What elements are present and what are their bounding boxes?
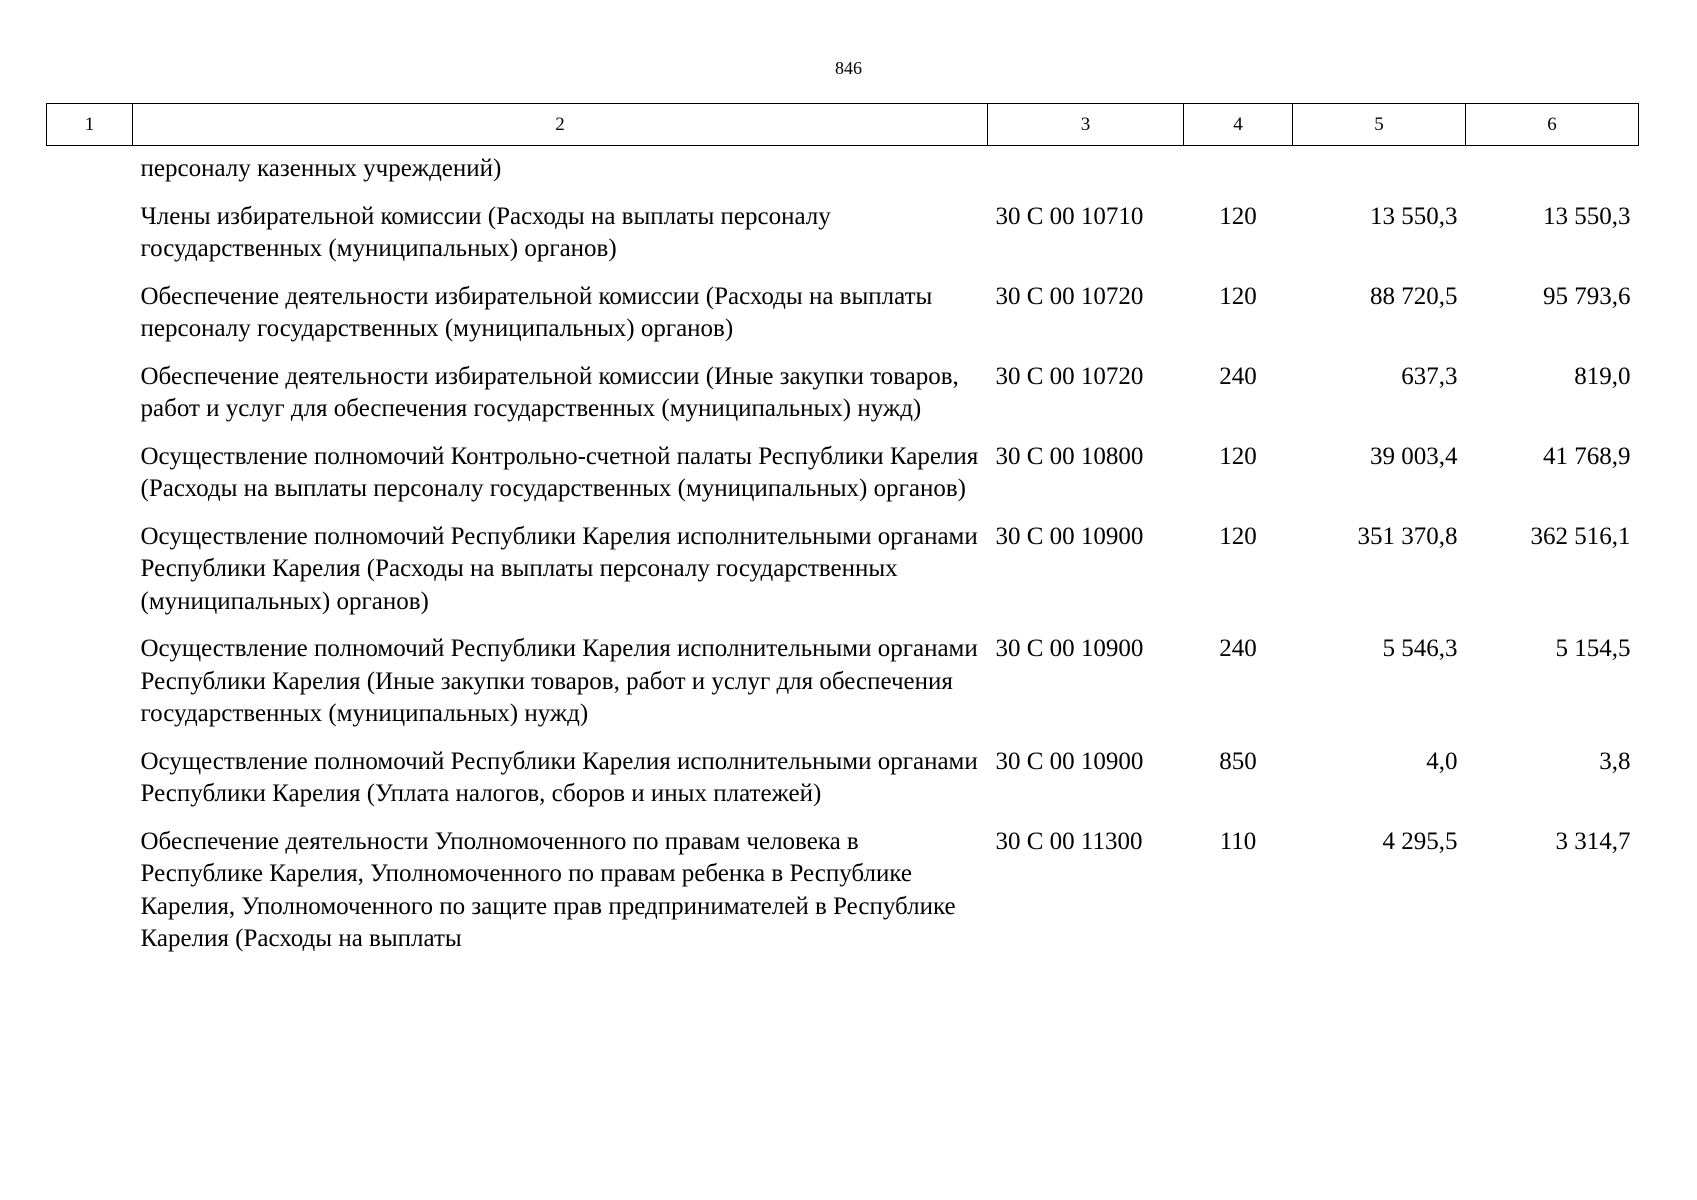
- column-header-4: 4: [1184, 104, 1293, 146]
- expense-name: Осуществление полномочий Контрольно-счетной палаты Республики Карелия (Расходы на выплаты персоналу государственных (муниципальных) органов): [140, 442, 979, 502]
- amount-col5: 4,0: [1426, 747, 1458, 775]
- empty-cell: [47, 731, 133, 811]
- page-number: 846: [835, 58, 862, 78]
- table-body: [47, 146, 1639, 956]
- empty-cell: [47, 426, 133, 506]
- expense-name: Осуществление полномочий Республики Карелия исполнительными органами Республики Карелия (Уплата налогов, сборов и иных платежей): [140, 747, 978, 807]
- target-code: 30 С 00 11300: [995, 827, 1143, 855]
- target-code: 30 С 00 10710: [995, 202, 1144, 230]
- table-row: [47, 811, 1639, 956]
- amount-col5: 351 370,8: [1357, 522, 1458, 550]
- target-code: 30 С 00 10900: [995, 747, 1144, 775]
- target-code: 30 С 00 10800: [995, 442, 1144, 470]
- amount-col5: 5 546,3: [1382, 635, 1458, 662]
- budget-table: [46, 103, 1639, 956]
- continuation-row: [47, 146, 1639, 186]
- expense-type: 850: [1219, 747, 1257, 775]
- amount-col5: 88 720,5: [1370, 282, 1458, 310]
- empty-cell: [988, 146, 1184, 186]
- amount-col6: 362 516,1: [1530, 522, 1631, 550]
- expense-type: 120: [1219, 202, 1257, 230]
- expense-type: 240: [1219, 635, 1257, 662]
- expense-name: Члены избирательной комиссии (Расходы на выплаты персоналу государственных (муниципальных) органов): [140, 202, 831, 262]
- table-row: [47, 266, 1639, 346]
- expense-type: 120: [1219, 522, 1257, 550]
- target-code: 30 С 00 10720: [995, 362, 1144, 390]
- empty-cell: [1293, 146, 1466, 186]
- empty-cell: [47, 266, 133, 346]
- expense-name: Осуществление полномочий Республики Карелия исполнительными органами Республики Карелия (Расходы на выплаты персоналу государственных (муниципальных) органов): [140, 522, 978, 615]
- table-row: [47, 731, 1639, 811]
- amount-col5: 637,3: [1401, 362, 1458, 390]
- expense-type: 120: [1219, 282, 1257, 310]
- amount-col6: 95 793,6: [1543, 282, 1631, 310]
- empty-cell: [47, 506, 133, 619]
- empty-cell: [47, 346, 133, 426]
- expense-type: 120: [1219, 442, 1257, 470]
- empty-cell: [47, 186, 133, 266]
- expense-name: Обеспечение деятельности избирательной комиссии (Иные закупки товаров, работ и услуг для обеспечения государственных (муниципальных) нужд): [140, 362, 959, 422]
- table-row: [47, 426, 1639, 506]
- column-header-6: 6: [1466, 104, 1639, 146]
- amount-col6: 5 154,5: [1555, 635, 1631, 662]
- expense-name: Обеспечение деятельности Уполномоченного по правам человека в Республике Карелия, Уполномоченного по правам ребенка в Республике Карелия, Уполномоченного по защите прав предпринимателей в Республике Карелия (Расходы на выплаты: [140, 827, 956, 952]
- table-row: [47, 346, 1639, 426]
- target-code: 30 С 00 10720: [995, 282, 1144, 310]
- expense-name: Осуществление полномочий Республики Карелия исполнительными органами Республики Карелия (Иные закупки товаров, работ и услуг для обеспечения государственных (муниципальных) нужд): [140, 635, 978, 727]
- amount-col6: 13 550,3: [1543, 202, 1631, 230]
- column-header-2: 2: [133, 104, 988, 146]
- table-row: [47, 618, 1639, 731]
- target-code: 30 С 00 10900: [995, 522, 1144, 550]
- table-row: [47, 506, 1639, 619]
- table-header: [47, 104, 1639, 146]
- continuation-text: персоналу казенных учреждений): [140, 155, 502, 182]
- amount-col6: 41 768,9: [1543, 442, 1631, 470]
- amount-col6: 3 314,7: [1555, 827, 1631, 855]
- empty-cell: [47, 618, 133, 731]
- expense-type: 240: [1219, 362, 1257, 390]
- amount-col5: 4 295,5: [1382, 827, 1458, 855]
- amount-col5: 39 003,4: [1370, 442, 1458, 470]
- amount-col6: 3,8: [1599, 747, 1631, 775]
- table-row: [47, 186, 1639, 266]
- column-header-5: 5: [1293, 104, 1466, 146]
- target-code: 30 С 00 10900: [995, 635, 1144, 662]
- empty-cell: [1466, 146, 1639, 186]
- empty-cell: [1184, 146, 1293, 186]
- empty-cell: [47, 146, 133, 186]
- expense-name: Обеспечение деятельности избирательной комиссии (Расходы на выплаты персоналу государственных (муниципальных) органов): [140, 282, 933, 342]
- amount-col5: 13 550,3: [1370, 202, 1458, 230]
- header-row: [47, 104, 1639, 146]
- empty-cell: [47, 811, 133, 956]
- amount-col6: 819,0: [1574, 362, 1631, 390]
- expense-type: 110: [1219, 827, 1257, 855]
- column-header-3: 3: [988, 104, 1184, 146]
- column-header-1: 1: [47, 104, 133, 146]
